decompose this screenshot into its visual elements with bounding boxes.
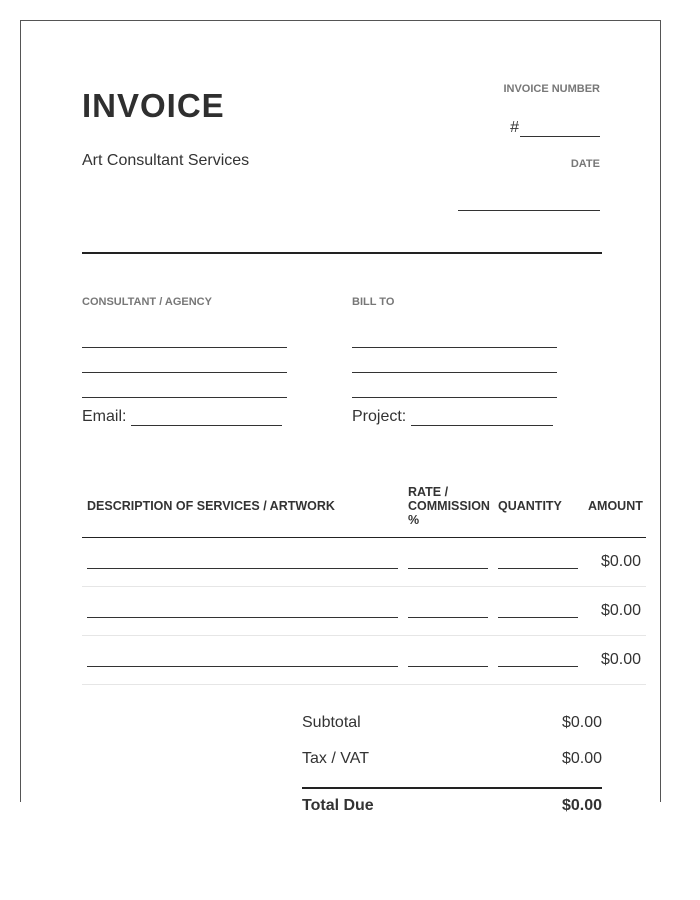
header-divider (82, 252, 602, 254)
project-label: Project: (352, 408, 407, 425)
row-1-amount: $0.00 (600, 553, 641, 570)
invoice-number-prefix: # (510, 119, 519, 136)
invoice-document (20, 20, 661, 814)
rate-header-line2: COMMISSION (408, 499, 490, 513)
email-label: Email: (82, 408, 127, 425)
row-3-description-field[interactable] (87, 666, 398, 667)
rate-header (408, 485, 490, 527)
project-blank[interactable] (411, 411, 553, 426)
row-1-rate-field[interactable] (408, 568, 488, 569)
row-2-description-field[interactable] (87, 617, 398, 618)
date-label: DATE (570, 158, 600, 170)
row-2-rate-field[interactable] (408, 617, 488, 618)
row-3-amount: $0.00 (600, 651, 641, 668)
row-1-separator (82, 586, 646, 587)
email-blank[interactable] (131, 411, 282, 426)
consultant-email-field[interactable] (82, 408, 282, 426)
invoice-number-label: INVOICE NUMBER (503, 83, 600, 95)
subtotal-label: Subtotal (302, 714, 361, 731)
rate-header-line1: RATE / (408, 485, 449, 499)
total-due-value: $0.00 (561, 797, 602, 814)
subtotal-value: $0.00 (561, 714, 602, 731)
amount-header: AMOUNT (588, 499, 643, 513)
quantity-header: QUANTITY (498, 499, 562, 513)
totals-divider (302, 787, 602, 789)
table-header-divider (82, 537, 646, 538)
invoice-number-blank[interactable] (520, 121, 600, 137)
tax-value: $0.00 (561, 750, 602, 767)
consultant-line-2[interactable] (82, 372, 287, 373)
date-field[interactable] (458, 210, 600, 211)
bill-to-line-2[interactable] (352, 372, 557, 373)
tax-label: Tax / VAT (302, 750, 369, 767)
bill-to-project-field[interactable] (352, 408, 553, 426)
row-2-amount: $0.00 (600, 602, 641, 619)
row-1-description-field[interactable] (87, 568, 398, 569)
consultant-line-1[interactable] (82, 347, 287, 348)
bill-to-line-1[interactable] (352, 347, 557, 348)
row-2-separator (82, 635, 646, 636)
bill-to-label: BILL TO (352, 296, 395, 308)
rate-header-line3: % (408, 513, 420, 527)
description-header: DESCRIPTION OF SERVICES / ARTWORK (87, 499, 335, 513)
total-due-label: Total Due (302, 797, 374, 814)
invoice-subtitle: Art Consultant Services (82, 152, 250, 169)
row-3-rate-field[interactable] (408, 666, 488, 667)
invoice-number-field[interactable] (510, 119, 600, 137)
row-3-separator (82, 684, 646, 685)
consultant-line-3[interactable] (82, 397, 287, 398)
consultant-label: CONSULTANT / AGENCY (82, 296, 212, 308)
bill-to-line-3[interactable] (352, 397, 557, 398)
invoice-title: INVOICE (82, 87, 225, 124)
